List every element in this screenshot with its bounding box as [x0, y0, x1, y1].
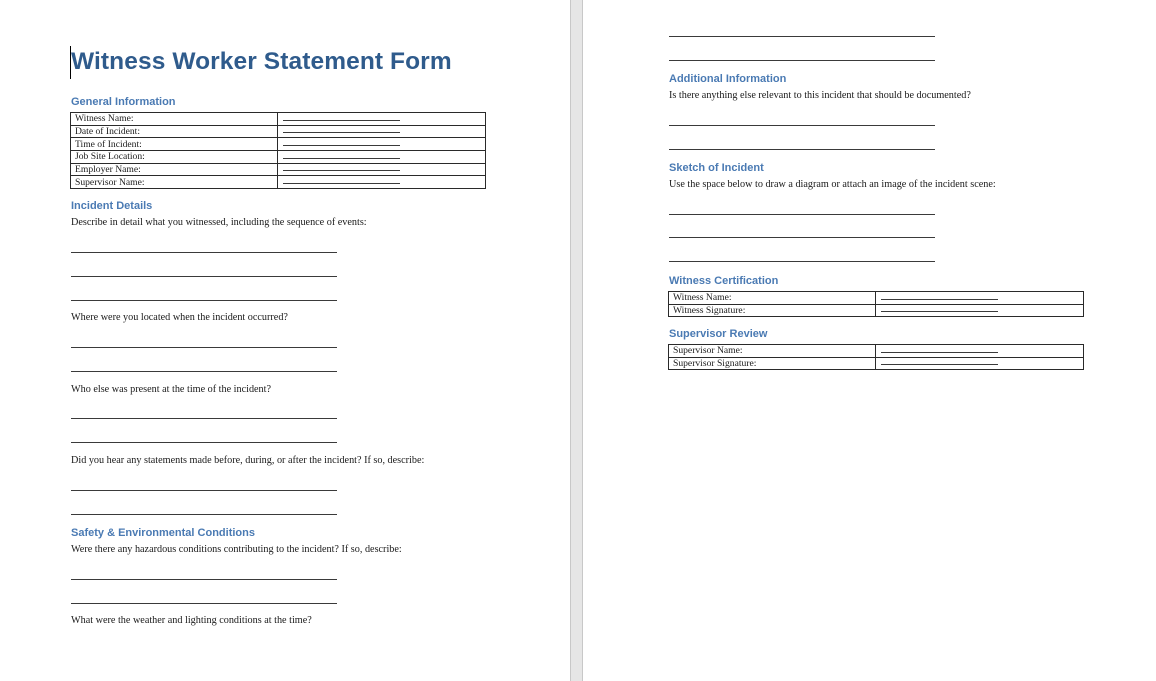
answer-line[interactable] [71, 490, 337, 491]
employer-name-field[interactable] [278, 163, 486, 176]
witness-signature-label: Witness Signature: [669, 304, 876, 317]
answer-line[interactable] [71, 442, 337, 443]
answer-line[interactable] [71, 300, 337, 301]
supervisor-name-label: Supervisor Name: [71, 176, 278, 189]
fill-line [283, 132, 400, 133]
supervisor-signature-label: Supervisor Signature: [669, 357, 876, 370]
employer-name-label: Employer Name: [71, 163, 278, 176]
question-statements-heard: Did you hear any statements made before, during, or after the incident? If so, describe: [71, 455, 425, 466]
answer-line[interactable] [669, 60, 935, 61]
date-of-incident-label: Date of Incident: [71, 125, 278, 138]
answer-line[interactable] [71, 252, 337, 253]
table-row [71, 176, 486, 189]
fill-line [283, 158, 400, 159]
table-row [669, 357, 1084, 370]
witness-signature-field[interactable] [876, 304, 1084, 317]
fill-line [881, 352, 998, 353]
witness-cert-name-field[interactable] [876, 292, 1084, 305]
witness-certification-table [668, 291, 1084, 317]
document-title[interactable]: Witness Worker Statement Form [71, 48, 452, 75]
fill-line [283, 145, 400, 146]
fill-line [881, 299, 998, 300]
job-site-location-field[interactable] [278, 151, 486, 164]
answer-line[interactable] [669, 125, 935, 126]
date-of-incident-field[interactable] [278, 125, 486, 138]
incident-details-heading: Incident Details [71, 200, 153, 212]
page-gap [570, 0, 583, 681]
answer-line[interactable] [71, 514, 337, 515]
sketch-instruction: Use the space below to draw a diagram or attach an image of the incident scene: [669, 179, 996, 190]
question-additional-information: Is there anything else relevant to this incident that should be documented? [669, 90, 971, 101]
witness-cert-name-label: Witness Name: [669, 292, 876, 305]
sketch-line[interactable] [669, 261, 935, 262]
answer-line[interactable] [71, 418, 337, 419]
sketch-line[interactable] [669, 237, 935, 238]
table-row [669, 345, 1084, 358]
fill-line [881, 364, 998, 365]
supervisor-name-field[interactable] [278, 176, 486, 189]
table-row [669, 304, 1084, 317]
page-1 [0, 0, 570, 681]
page-2 [583, 0, 1156, 681]
supervisor-signature-field[interactable] [876, 357, 1084, 370]
table-row [71, 163, 486, 176]
general-information-heading: General Information [71, 96, 176, 108]
answer-line[interactable] [71, 347, 337, 348]
answer-line[interactable] [669, 149, 935, 150]
sketch-heading: Sketch of Incident [669, 162, 764, 174]
question-location: Where were you located when the incident occurred? [71, 312, 288, 323]
general-information-table [70, 112, 486, 189]
sketch-line[interactable] [669, 214, 935, 215]
supervisor-review-table [668, 344, 1084, 370]
fill-line [283, 120, 400, 121]
witness-name-label: Witness Name: [71, 113, 278, 126]
table-row [71, 113, 486, 126]
answer-line[interactable] [669, 36, 935, 37]
time-of-incident-field[interactable] [278, 138, 486, 151]
table-row [71, 138, 486, 151]
answer-line[interactable] [71, 579, 337, 580]
fill-line [881, 311, 998, 312]
answer-line[interactable] [71, 276, 337, 277]
supervisor-review-name-field[interactable] [876, 345, 1084, 358]
question-weather-lighting: What were the weather and lighting conditions at the time? [71, 615, 312, 626]
table-row [669, 292, 1084, 305]
fill-line [283, 183, 400, 184]
job-site-location-label: Job Site Location: [71, 151, 278, 164]
table-row [71, 125, 486, 138]
answer-line[interactable] [71, 371, 337, 372]
additional-information-heading: Additional Information [669, 73, 787, 85]
supervisor-review-heading: Supervisor Review [669, 328, 768, 340]
question-describe-events: Describe in detail what you witnessed, including the sequence of events: [71, 217, 367, 228]
safety-conditions-heading: Safety & Environmental Conditions [71, 527, 255, 539]
supervisor-review-name-label: Supervisor Name: [669, 345, 876, 358]
fill-line [283, 170, 400, 171]
question-others-present: Who else was present at the time of the incident? [71, 384, 271, 395]
witness-name-field[interactable] [278, 113, 486, 126]
table-row [71, 151, 486, 164]
witness-certification-heading: Witness Certification [669, 275, 779, 287]
answer-line[interactable] [71, 603, 337, 604]
time-of-incident-label: Time of Incident: [71, 138, 278, 151]
question-hazardous-conditions: Were there any hazardous conditions contributing to the incident? If so, describe: [71, 544, 402, 555]
